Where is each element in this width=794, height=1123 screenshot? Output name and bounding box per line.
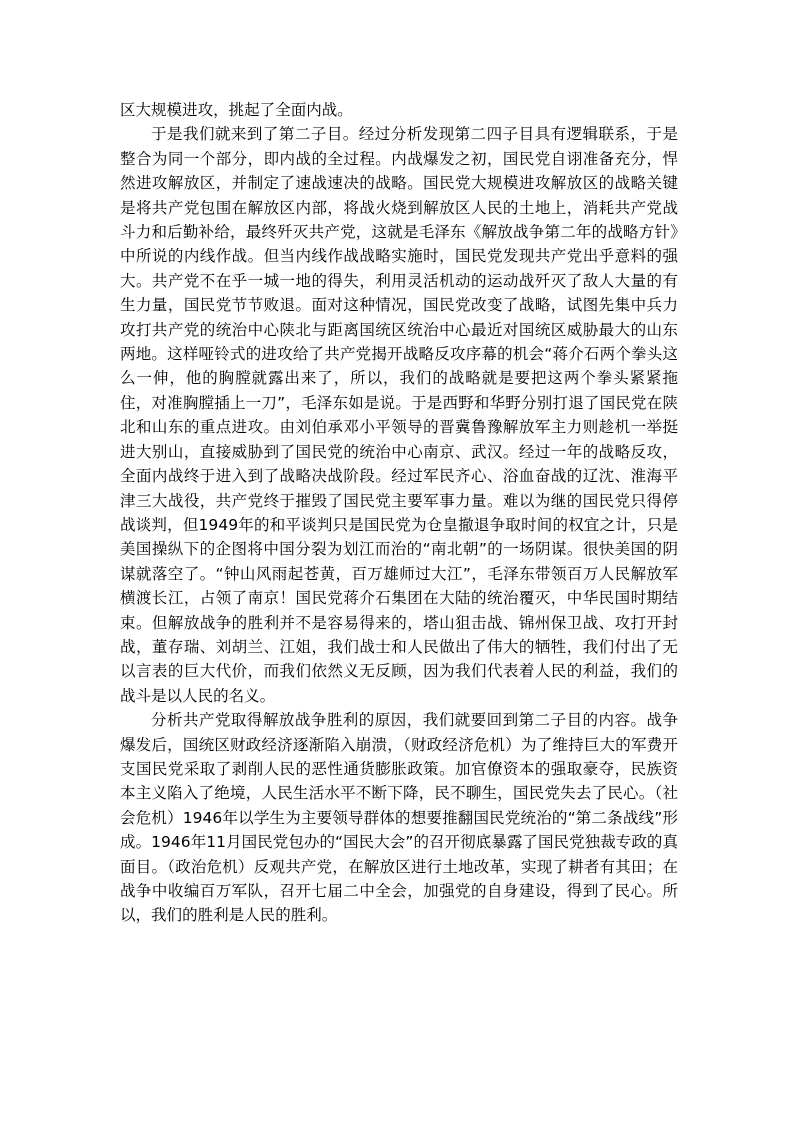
document-page — [120, 98, 678, 928]
paragraph-2: 于是我们就来到了第二子目。经过分析发现第二四子目具有逻辑联系，于是整合为同一个部分，即内战的全过程。内战爆发之初，国民党自诩准备充分，悍然进攻解放区，并制定了速战速决的战略。国民党大规模进攻解放区的战略关键是将共产党包围在解放区内部，将战火烧到解放区人民的土地上，消耗共产党战斗力和后勤补给，最终歼灭共产党，这就是毛泽东《解放战争第二年的战略方针》中所说的内线作战。但当内线作战战略实施时，国民党发现共产党出乎意料的强大。共产党不在乎一城一地的得失，利用灵活机动的运动战歼灭了敌人大量的有生力量，国民党节节败退。面对这种情况，国民党改变了战略，试图先集中兵力攻打共产党的统治中心陕北与距离国统区统治中心最近对国统区威胁最大的山东两地。这样哑铃式的进攻给了共产党揭开战略反攻序幕的机会“蒋介石两个拳头这么一伸，他的胸膛就露出来了，所以，我们的战略就是要把这两个拳头紧紧拖住，对准胸膛插上一刀”，毛泽东如是说。于是西野和华野分别打退了国民党在陕北和山东的重点进攻。由刘伯承邓小平领导的晋冀鲁豫解放军主力则趁机一举挺进大别山，直接威胁到了国民党的统治中心南京、武汉。经过一年的战略反攻，全面内战终于进入到了战略决战阶段。经过军民齐心、浴血奋战的辽沈、淮海平津三大战役，共产党终于摧毁了国民党主要军事力量。难以为继的国民党只得停战谈判，但1949年的和平谈判只是国民党为仓皇撤退争取时间的权宜之计，只是美国操纵下的企图将中国分裂为划江而治的“南北朝”的一场阴谋。很快美国的阴谋就落空了。“钟山风雨起苍黄，百万雄师过大江”，毛泽东带领百万人民解放军横渡长江，占领了南京！国民党蒋介石集团在大陆的统治覆灭，中华民国时期结束。但解放战争的胜利并不是容易得来的，塔山狙击战、锦州保卫战、攻打开封战，董存瑞、刘胡兰、江姐，我们战士和人民做出了伟大的牺牲，我们付出了无以言表的巨大代价，而我们依然义无反顾，因为我们代表着人民的利益，我们的战斗是以人民的名义。 — [120, 125, 678, 705]
paragraph-3: 分析共产党取得解放战争胜利的原因，我们就要回到第二子目的内容。战争爆发后，国统区财政经济逐渐陷入崩溃，（财政经济危机）为了维持巨大的军费开支国民党采取了剥削人民的恶性通货膨胀政策。加官僚资本的强取豪夺，民族资本主义陷入了绝境，人民生活水平不断下降，民不聊生，国民党失去了民心。（社会危机）1946年以学生为主要领导群体的想要推翻国民党统治的“第二条战线”形成。1946年11月国民党包办的“国民大会”的召开彻底暴露了国民党独裁专政的真面目。（政治危机）反观共产党，在解放区进行土地改革，实现了耕者有其田；在战争中收编百万军队，召开七届二中全会，加强党的自身建设，得到了民心。所以，我们的胜利是人民的胜利。 — [120, 711, 678, 925]
paragraph-1: 区大规模进攻，挑起了全面内战。 — [120, 101, 353, 119]
